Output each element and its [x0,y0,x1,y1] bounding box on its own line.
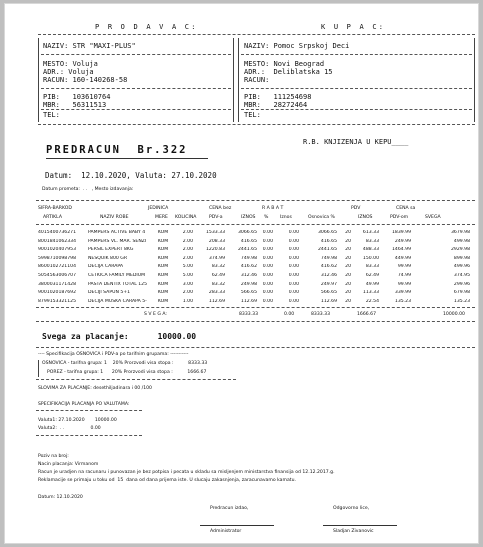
currency-2: Valuta2: . . 0.00 [38,426,101,431]
issued-by-label: Predracun izdao, [210,506,249,511]
table-cell-name: CETKICA FAMILY MEDIUM [88,273,146,278]
table-cell-code: 9001020187692 [38,290,76,296]
table-cell-unit: KOM [157,255,169,261]
col-header-code: SIFRA-BARKOD [38,206,72,211]
turnover-date: Datum prometa: . . , Mesto izdavanja: [42,187,134,192]
col-header-disc-amount: Iznos [280,215,292,220]
totals-base: 8333.33 [311,312,330,317]
table-cell-osnovica: 2441.65 [318,247,337,253]
buyer-tel: TEL: [244,111,261,119]
invoice-dates: Datum: 12.10.2020, Valuta: 27.10.2020 [45,171,217,180]
table-cell-ri: 0.00 [288,298,299,304]
table-cell-name: DECIJA CARAPA [88,264,123,270]
table-cell-osnovica: 312.46 [320,273,337,278]
table-cell-name: DECIJA MUSKA CARAPA 5- [88,298,147,304]
issuer-signature-line [200,525,274,526]
buyer-account: RACUN: [244,76,270,84]
table-cell-iznos: 566.65 [240,290,257,296]
table-cell-svega: 499.96 [453,264,470,270]
table-cell-osnovica: 416.62 [320,264,337,270]
table-cell-osnovica: 416.65 [320,238,337,244]
table-cell-iznos: 2441.65 [238,247,257,253]
col-header-qty: KOLICINA [175,215,197,220]
table-top-line [36,200,475,201]
col-header-vat-amount: IZNOS [358,215,373,220]
table-cell-pdv-iznos: 49.99 [365,281,379,287]
table-cell-price: 283.33 [208,290,225,296]
table-cell-name: PAMPERS ACTIVE BABY 4 [88,230,146,235]
table-cell-iznos: 312.46 [240,273,257,278]
table-cell-ri: 0.00 [288,273,299,278]
table-cell-price: 1533.33 [206,230,225,235]
table-cell-svega: 899.98 [453,255,470,261]
document-title: PREDRACUN Br.322 [46,144,188,156]
col-header-article: ARTIKLA [43,215,62,220]
spec-bottom-line [36,379,236,380]
table-cell-qty: 5.00 [182,273,193,278]
seller-pib: PIB: 103610764 [43,93,111,101]
buyer-divider-3 [241,109,472,110]
buyer-mbr: MBR: 28272464 [244,101,308,109]
table-cell-code: 3800031171428 [38,281,76,287]
table-cell-name: PASTA DENTIX TOTAL 125 [88,281,148,287]
table-cell-pdv-iznos: 150.00 [362,255,379,261]
table-cell-svega: 374.95 [453,273,470,278]
table-cell-cena-sa: 1464.99 [392,247,411,253]
col-header-vat: PDV [351,206,361,211]
seller-box-left-border [38,38,39,122]
party-bottom-divider [38,124,475,125]
issuer-name: Administrator [210,529,242,534]
amount-due: Svega za placanje: 10000.00 [42,332,197,341]
table-cell-svega: 499.98 [453,238,470,244]
table-cell-iznos: 112.69 [240,298,257,304]
table-cell-osnovica: 749.98 [320,255,337,261]
table-cell-svega: 3679.98 [451,230,470,235]
table-cell-price: 1220.83 [206,247,225,253]
title-underline [46,158,208,159]
currency-bottom-line [36,435,142,436]
table-cell-pdv-pct: 20 [345,264,351,270]
seller-name: NAZIV: STR "MAXI-PLUS" [43,42,136,50]
col-header-amount: IZNOS [241,215,256,220]
seller-address: ADR.: Voluja [43,68,94,76]
table-cell-code: 8001841062334 [38,238,76,244]
table-cell-name: DECIJI SAPUN 5+1 [88,290,131,296]
table-cell-price: 83.32 [211,264,225,270]
table-header-line [36,224,475,225]
totals-amount: 8333.33 [239,312,258,317]
col-header-unit: JEDINICA [148,206,169,211]
currency-1: Valuta1: 27.10.2020 10000.00 [38,418,117,423]
vat-spec-title: ---- Specifikacija OSNOVICA i PDV-a po tarifnim grupama: ----------- [38,352,189,357]
table-cell-pdv-pct: 20 [345,290,351,296]
col-header-total: SVEGA [425,215,441,220]
table-cell-rp: 0.00 [262,255,273,261]
table-cell-ri: 0.00 [288,230,299,235]
table-cell-osnovica: 112.69 [320,298,337,304]
table-cell-qty: 2.00 [182,230,193,235]
col-header-price-vat: CENA sa [396,206,416,211]
table-cell-unit: KOM [157,230,169,235]
table-cell-iznos: 416.62 [240,264,257,270]
table-cell-code: 4015400736271 [38,230,76,235]
table-cell-name: PERSIL EXPERT 8KG [88,247,134,253]
table-cell-pdv-iznos: 22.54 [365,298,379,304]
table-cell-price: 112.69 [208,298,225,304]
legal-note: Racun je uradjen na racunaru i punovazan je bez potpisa i pecata u skladu sa misljenjem ministarstva finansija od 12.12.2017.g. [38,470,335,475]
table-cell-svega: 135.23 [453,298,470,304]
seller-city: MESTO: Voluja [43,60,98,68]
col-header-pdv-a: PDV-a [209,215,223,220]
table-cell-pdv-iznos: 113.33 [362,290,379,296]
table-cell-cena-sa: 99.99 [397,264,411,270]
table-cell-unit: KOM [157,238,169,244]
seller-divider-3 [41,109,231,110]
table-cell-code: 5998710098798 [38,255,76,261]
table-cell-price: 374.99 [208,255,225,261]
table-cell-pdv-iznos: 613.33 [362,230,379,235]
table-cell-iznos: 749.98 [240,255,257,261]
table-cell-svega: 299.96 [453,281,470,287]
table-cell-rp: 0.00 [262,238,273,244]
buyer-heading: K U P A C: [321,23,386,31]
seller-mbr: MBR: 56311513 [43,101,107,109]
responsible-signature-line [323,525,397,526]
totals-bottom-line [36,321,475,322]
seller-box-right-border [233,38,234,122]
col-header-price: CENA bez [209,206,232,211]
table-cell-pdv-pct: 20 [345,230,351,235]
table-cell-ri: 0.00 [288,238,299,244]
table-cell-unit: KOM [157,290,169,296]
amount-due-line [36,347,475,348]
table-cell-cena-sa: 99.99 [397,281,411,287]
table-cell-code: 5054563006707 [38,273,76,278]
table-cell-qty: 2.00 [182,255,193,261]
table-cell-svega: 2929.98 [451,247,470,253]
reference-number: Poziv na broj: [38,454,69,459]
table-cell-name: NESQUIK 800 GR [88,255,128,261]
col-header-base: Osnovica % [308,215,335,220]
totals-label: S V E G A: [144,312,167,317]
responsible-person-name: Sladjan Zivanovic [333,529,374,534]
responsible-person-label: Odgovorno lice, [333,506,370,511]
table-cell-unit: KOM [157,273,169,278]
table-cell-osnovica: 249.97 [320,281,337,287]
buyer-box-left-border [238,38,239,122]
table-cell-pdv-iznos: 83.33 [365,238,379,244]
table-cell-rp: 0.00 [262,281,273,287]
buyer-box-right-border [474,38,475,122]
totals-top-line [36,307,475,308]
table-cell-iznos: 249.98 [240,281,257,287]
col-header-name: NAZIV ROBE [100,215,129,220]
payment-method: Nacin placanja: Virmanom [38,462,99,467]
table-cell-osnovica: 3066.65 [318,230,337,235]
spec-left-border [38,360,39,377]
table-cell-price: 83.32 [211,281,225,287]
table-cell-iznos: 416.65 [240,238,257,244]
table-cell-pdv-pct: 20 [345,281,351,287]
table-cell-rp: 0.00 [262,273,273,278]
totals-discount: 0.00 [284,312,295,317]
buyer-name: NAZIV: Pomoc Srpskoj Deci [244,42,350,50]
buyer-pib: PIB: 111254698 [244,93,312,101]
table-cell-cena-sa: 449.99 [394,255,411,261]
table-cell-unit: KOM [157,247,169,253]
table-cell-price: 208.33 [208,238,225,244]
seller-account: RACUN: 160-140268-58 [43,76,128,84]
table-cell-qty: 2.00 [182,238,193,244]
table-cell-name: PAMPERS VL. MAR. SENZI [88,238,147,244]
table-cell-rp: 0.00 [262,298,273,304]
table-cell-code: 8600102721104 [38,264,76,270]
table-cell-ri: 0.00 [288,281,299,287]
table-cell-unit: KOM [157,298,169,304]
table-cell-cena-sa: 339.99 [394,290,411,296]
table-cell-pdv-iznos: 83.33 [365,264,379,270]
table-cell-ri: 0.00 [288,264,299,270]
complaints-note: Reklamacije se primaju u toku od 15 dana od dana prijema iste. U slucaju zakasnjenja, zaracunavamo kamatu. [38,478,296,483]
seller-divider-2 [41,88,231,89]
footer-date: Datum: 12.10.2020 [38,495,83,500]
currency-spec-line [36,410,142,411]
table-cell-unit: KOM [157,281,169,287]
table-cell-pdv-pct: 20 [345,255,351,261]
seller-divider [41,54,231,55]
col-header-price-with-vat: PDV-om [390,215,409,220]
table-cell-ri: 0.00 [288,247,299,253]
seller-heading: P R O D A V A C: [95,23,198,31]
table-cell-qty: 2.00 [182,290,193,296]
table-cell-pdv-iznos: 488.33 [362,247,379,253]
table-cell-cena-sa: 1839.99 [392,230,411,235]
table-cell-pdv-pct: 20 [345,238,351,244]
buyer-divider-2 [241,88,472,89]
totals-grand: 10000.00 [443,312,465,317]
table-cell-pdv-pct: 20 [345,273,351,278]
table-cell-rp: 0.00 [262,247,273,253]
table-cell-code: 8799153321125 [38,298,76,304]
table-cell-qty: 1.00 [182,298,193,304]
table-cell-unit: KOM [157,264,169,270]
invoice-page [4,3,479,544]
col-header-discount: R A B A T [262,206,284,211]
buyer-divider [241,54,472,55]
table-cell-price: 62.49 [211,273,225,278]
col-header-measure: MERE [155,215,168,220]
vat-spec-base: OSNOVICA - tarifna grupa: 1 20% Prorzvodi visa stopa : 8333.33 [42,361,208,366]
table-cell-cena-sa: 249.99 [394,238,411,244]
table-cell-ri: 0.00 [288,290,299,296]
table-cell-cena-sa: 74.99 [397,273,411,278]
table-cell-qty: 5.00 [182,264,193,270]
table-cell-osnovica: 566.65 [320,290,337,296]
currency-spec-title: SPECIFIKACIJA PLACANJA PO VALUTAMA: [38,402,130,407]
buyer-address: ADR.: Deliblatska 15 [244,68,333,76]
table-cell-ri: 0.00 [288,255,299,261]
table-cell-pdv-iznos: 62.49 [365,273,379,278]
table-cell-qty: 3.00 [182,281,193,287]
table-cell-pdv-pct: 20 [345,298,351,304]
table-cell-rp: 0.00 [262,264,273,270]
amount-in-words: SLOVIMA ZA PLACANJE: desethiljadinara i 00 /100 [38,386,152,391]
header-divider [38,34,475,35]
vat-spec-tax: POREZ - tarifna grupa: 1 20% Prorzvodi visa stopa : 1666.67 [47,370,207,375]
table-cell-svega: 679.98 [453,290,470,296]
table-cell-code: 9001020407953 [38,247,76,253]
book-entry-number: R.B. KNJIZENJA U KEPU____ [303,138,409,146]
table-cell-rp: 0.00 [262,290,273,296]
table-cell-cena-sa: 135.23 [394,298,411,304]
seller-tel: TEL: [43,111,60,119]
buyer-city: MESTO: Novi Beograd [244,60,325,68]
totals-vat: 1666.67 [357,312,376,317]
table-cell-iznos: 3066.65 [238,230,257,235]
table-cell-qty: 2.00 [182,247,193,253]
table-cell-rp: 0.00 [262,230,273,235]
table-cell-pdv-pct: 20 [345,247,351,253]
col-header-pct: % [264,215,269,220]
